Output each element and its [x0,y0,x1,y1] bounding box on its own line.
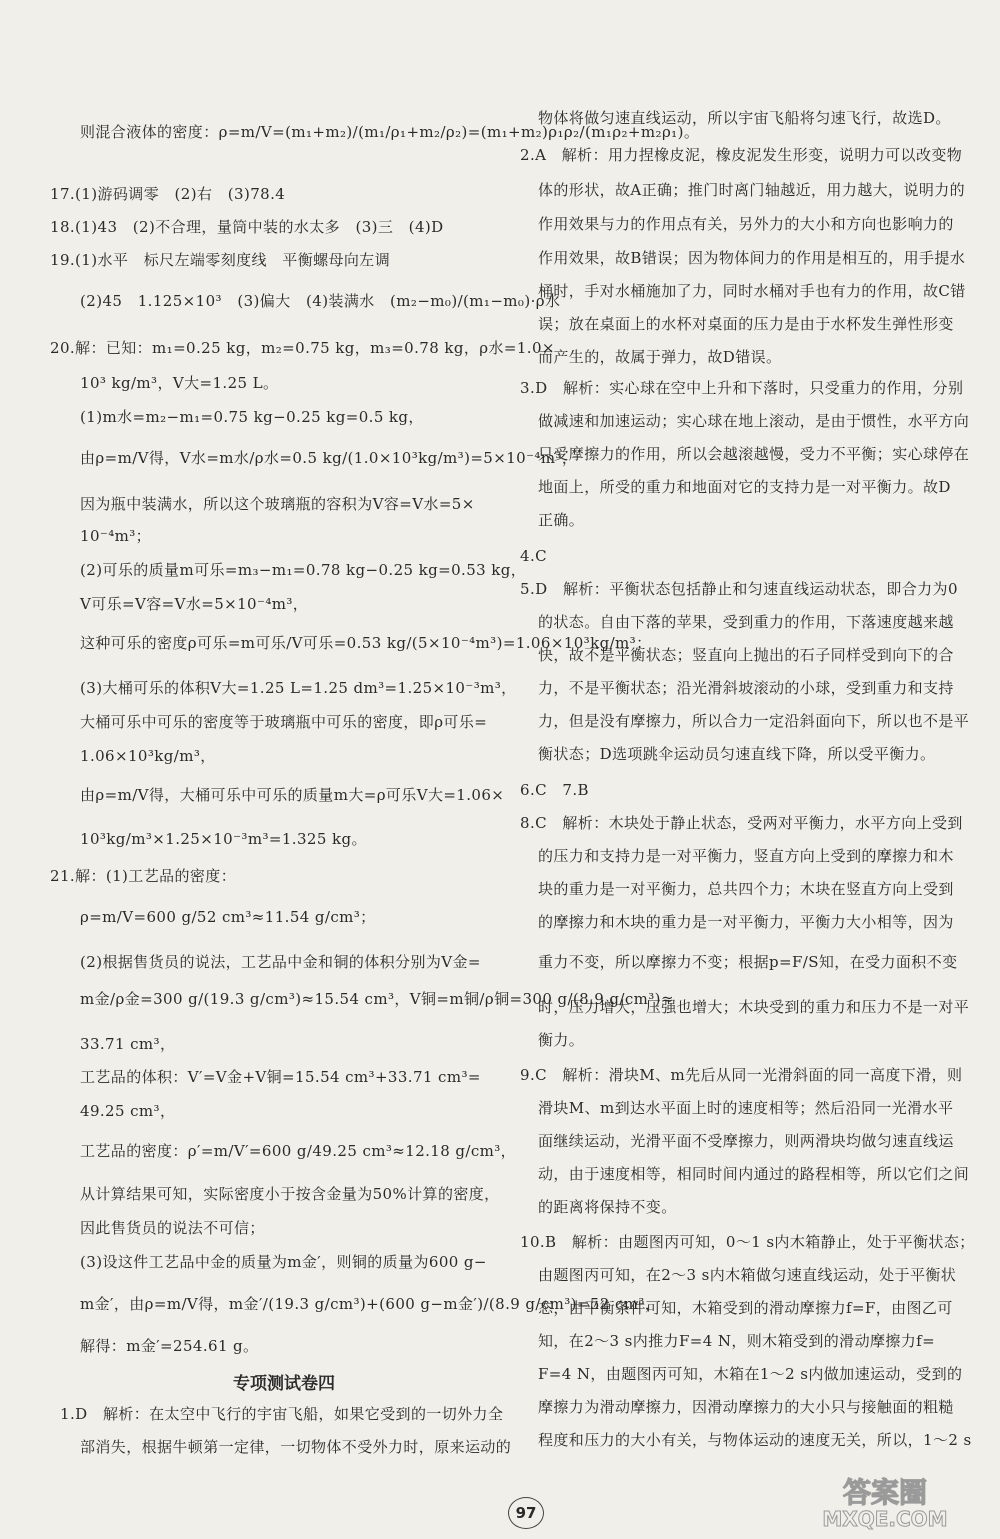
text-line: 动，由于速度相等，相同时间内通过的路程相等，所以它们之间 [538,1165,970,1183]
text-line: 的压力和支持力是一对平衡力，竖直方向上受到的摩擦力和木 [538,847,954,865]
text-line: (2)根据售货员的说法，工艺品中金和铜的体积分别为V金= [80,953,481,971]
text-line: 面继续运动，光滑平面不受摩擦力，则两滑块均做匀速直线运 [538,1132,954,1150]
answer-2: 2.A 解析：用力捏橡皮泥，橡皮泥发生形变，说明力可以改变物 [520,146,963,164]
answer-19: 19.(1)水平 标尺左端零刻度线 平衡螺母向左调 [50,251,391,269]
text-line: 10³kg/m³×1.25×10⁻³m³=1.325 kg。 [80,830,367,848]
text-line: 而产生的，故属于弹力，故D错误。 [538,348,782,366]
text-line: 只受摩擦力的作用，所以会越滚越慢，受力不平衡；实心球停在 [538,445,970,463]
text-line: 大桶可乐中可乐的密度等于玻璃瓶中可乐的密度，即ρ可乐= [80,713,488,731]
answer-5: 5.D 解析：平衡状态包括静止和匀速直线运动状态，即合力为0 [520,580,958,598]
svg-text:答案圈: 答案圈 [842,1476,928,1509]
answer-21: 21.解：(1)工艺品的密度： [50,867,237,885]
answer-4: 4.C [520,547,547,565]
text-line: 工艺品的密度：ρ′=m/V′=600 g/49.25 cm³≈12.18 g/cm³， [80,1142,517,1160]
answer-17: 17.(1)游码调零 (2)右 (3)78.4 [50,185,286,203]
text-line: 则混合液体的密度：ρ=m/V=(m₁+m₂)/(m₁/ρ₁+m₂/ρ₂)=(m₁+m₂)ρ₁ρ₂/(m₁ρ₂+m₂ρ₁)。 [80,123,700,141]
text-line: 物体将做匀速直线运动，所以宇宙飞船将匀速飞行，故选D。 [538,109,951,127]
answer-1: 1.D 解析：在太空中飞行的宇宙飞船，如果它受到的一切外力全 [60,1405,504,1423]
text-line: 1.06×10³kg/m³， [80,747,216,765]
text-line: 重力不变，所以摩擦力不变；根据p=F/S知，在受力面积不变 [538,953,958,971]
answer-8: 8.C 解析：木块处于静止状态，受两对平衡力，水平方向上受到 [520,814,963,832]
text-line: V可乐=V容=V水=5×10⁻⁴m³， [80,595,309,613]
answer-18: 18.(1)43 (2)不合理，量筒中装的水太多 (3)三 (4)D [50,218,444,236]
text-line: 摩擦力为滑动摩擦力，因滑动摩擦力的大小只与接触面的粗糙 [538,1398,954,1416]
text-line: 正确。 [538,511,585,529]
section-title: 专项测试卷四 [233,1374,335,1394]
text-line: (1)m水=m₂−m₁=0.75 kg−0.25 kg=0.5 kg， [80,408,424,426]
text-line: ρ=m/V=600 g/52 cm³≈11.54 g/cm³； [80,908,376,926]
text-line: 解得：m金′=254.61 g。 [80,1337,259,1355]
text-line: 33.71 cm³， [80,1035,176,1053]
answer-10: 10.B 解析：由题图丙可知，0～1 s内木箱静止，处于平衡状态； [520,1233,975,1251]
text-line: 时，压力增大，压强也增大；木块受到的重力和压力不是一对平 [538,998,970,1016]
text-line: 衡力。 [538,1031,585,1049]
text-line: 这种可乐的密度ρ可乐=m可乐/V可乐=0.53 kg/(5×10⁻⁴m³)=1.06×10³kg/m³； [80,634,652,652]
text-line: 工艺品的体积：V′=V金+V铜=15.54 cm³+33.71 cm³= [80,1068,481,1086]
text-line: (2)可乐的质量m可乐=m₃−m₁=0.78 kg−0.25 kg=0.53 kg， [80,561,527,579]
text-line: 力，不是平衡状态；沿光滑斜坡滚动的小球，受到重力和支持 [538,679,954,697]
text-line: 态，由平衡条件可知，木箱受到的滑动摩擦力f=F，由图乙可 [538,1299,953,1317]
text-line: 作用效果与力的作用点有关，另外力的大小和方向也影响力的 [538,215,954,233]
watermark-logo [780,1470,990,1532]
text-line: 程度和压力的大小有关，与物体运动的速度无关，所以，1～2 s [538,1431,972,1449]
text-line: 由ρ=m/V得，V水=m水/ρ水=0.5 kg/(1.0×10³kg/m³)=5×10⁻⁴m³， [80,449,578,467]
text-line: 作用效果，故B错误；因为物体间力的作用是相互的，用手提水 [538,249,966,267]
page-number: 97 [508,1497,544,1529]
text-line: 部消失，根据牛顿第一定律，一切物体不受外力时，原来运动的 [80,1438,512,1456]
text-line: 力，但是没有摩擦力，所以合力一定沿斜面向下，所以也不是平 [538,712,970,730]
text-line: 地面上，所受的重力和地面对它的支持力是一对平衡力。故D [538,478,951,496]
text-line: m金/ρ金=300 g/(19.3 g/cm³)≈15.54 cm³，V铜=m铜/ρ铜=300 g/(8.9 g/cm³)≈ [80,990,674,1008]
answer-20: 20.解：已知：m₁=0.25 kg，m₂=0.75 kg，m₃=0.78 kg，ρ水=1.0× [50,339,555,357]
text-line: 体的形状，故A正确；推门时离门轴越近，用力越大，说明力的 [538,181,966,199]
text-line: 49.25 cm³， [80,1102,176,1120]
answer-3: 3.D 解析：实心球在空中上升和下落时，只受重力的作用，分别 [520,379,964,397]
text-line: 因此售货员的说法不可信； [80,1219,265,1237]
text-line: F=4 N，由题图丙可知，木箱在1～2 s内做加速运动，受到的 [538,1365,963,1383]
answer-6-7: 6.C 7.B [520,781,589,799]
answer-9: 9.C 解析：滑块M、m先后从同一光滑斜面的同一高度下滑，则 [520,1066,963,1084]
text-line: 滑块M、m到达水平面上时的速度相等；然后沿同一光滑水平 [538,1099,954,1117]
text-line: (2)45 1.125×10³ (3)偏大 (4)装满水 (m₂−m₀)/(m₁−m₀)·ρ水 [80,292,561,310]
text-line: 知，在2～3 s内推力F=4 N，则木箱受到的滑动摩擦力f= [538,1332,936,1350]
text-line: 衡状态；D选项跳伞运动员匀速直线下降，所以受平衡力。 [538,745,936,763]
text-line: 误；放在桌面上的水杯对桌面的压力是由于水杯发生弹性形变 [538,315,954,333]
text-line: 做减速和加速运动；实心球在地上滚动，是由于惯性，水平方向 [538,412,970,430]
text-line: m金′，由ρ=m/V得，m金′/(19.3 g/cm³)+(600 g−m金′)/(8.9 g/cm³)=52 cm³， [80,1295,661,1313]
text-line: 的摩擦力和木块的重力是一对平衡力，平衡力大小相等，因为 [538,913,954,931]
text-line: 10³ kg/m³，V大=1.25 L。 [80,374,279,392]
text-line: 10⁻⁴m³； [80,527,152,545]
text-line: 的距离将保持不变。 [538,1198,677,1216]
text-line: 从计算结果可知，实际密度小于按含金量为50%计算的密度， [80,1185,500,1203]
text-line: 的状态。自由下落的苹果，受到重力的作用，下落速度越来越 [538,613,954,631]
text-line: (3)大桶可乐的体积V大=1.25 L=1.25 dm³=1.25×10⁻³m³， [80,679,517,697]
text-line: 桶时，手对水桶施加了力，同时水桶对手也有力的作用，故C错 [538,282,966,300]
text-line: 块的重力是一对平衡力，总共四个力；木块在竖直方向上受到 [538,880,954,898]
text-line: 由题图丙可知，在2～3 s内木箱做匀速直线运动，处于平衡状 [538,1266,957,1284]
svg-text:MXQE.COM: MXQE.COM [822,1507,948,1531]
text-line: (3)设这件工艺品中金的质量为m金′，则铜的质量为600 g− [80,1253,487,1271]
text-line: 因为瓶中装满水，所以这个玻璃瓶的容积为V容=V水=5× [80,495,475,513]
text-line: 快，故不是平衡状态；竖直向上抛出的石子同样受到向下的合 [538,646,954,664]
text-line: 由ρ=m/V得，大桶可乐中可乐的质量m大=ρ可乐V大=1.06× [80,786,505,804]
